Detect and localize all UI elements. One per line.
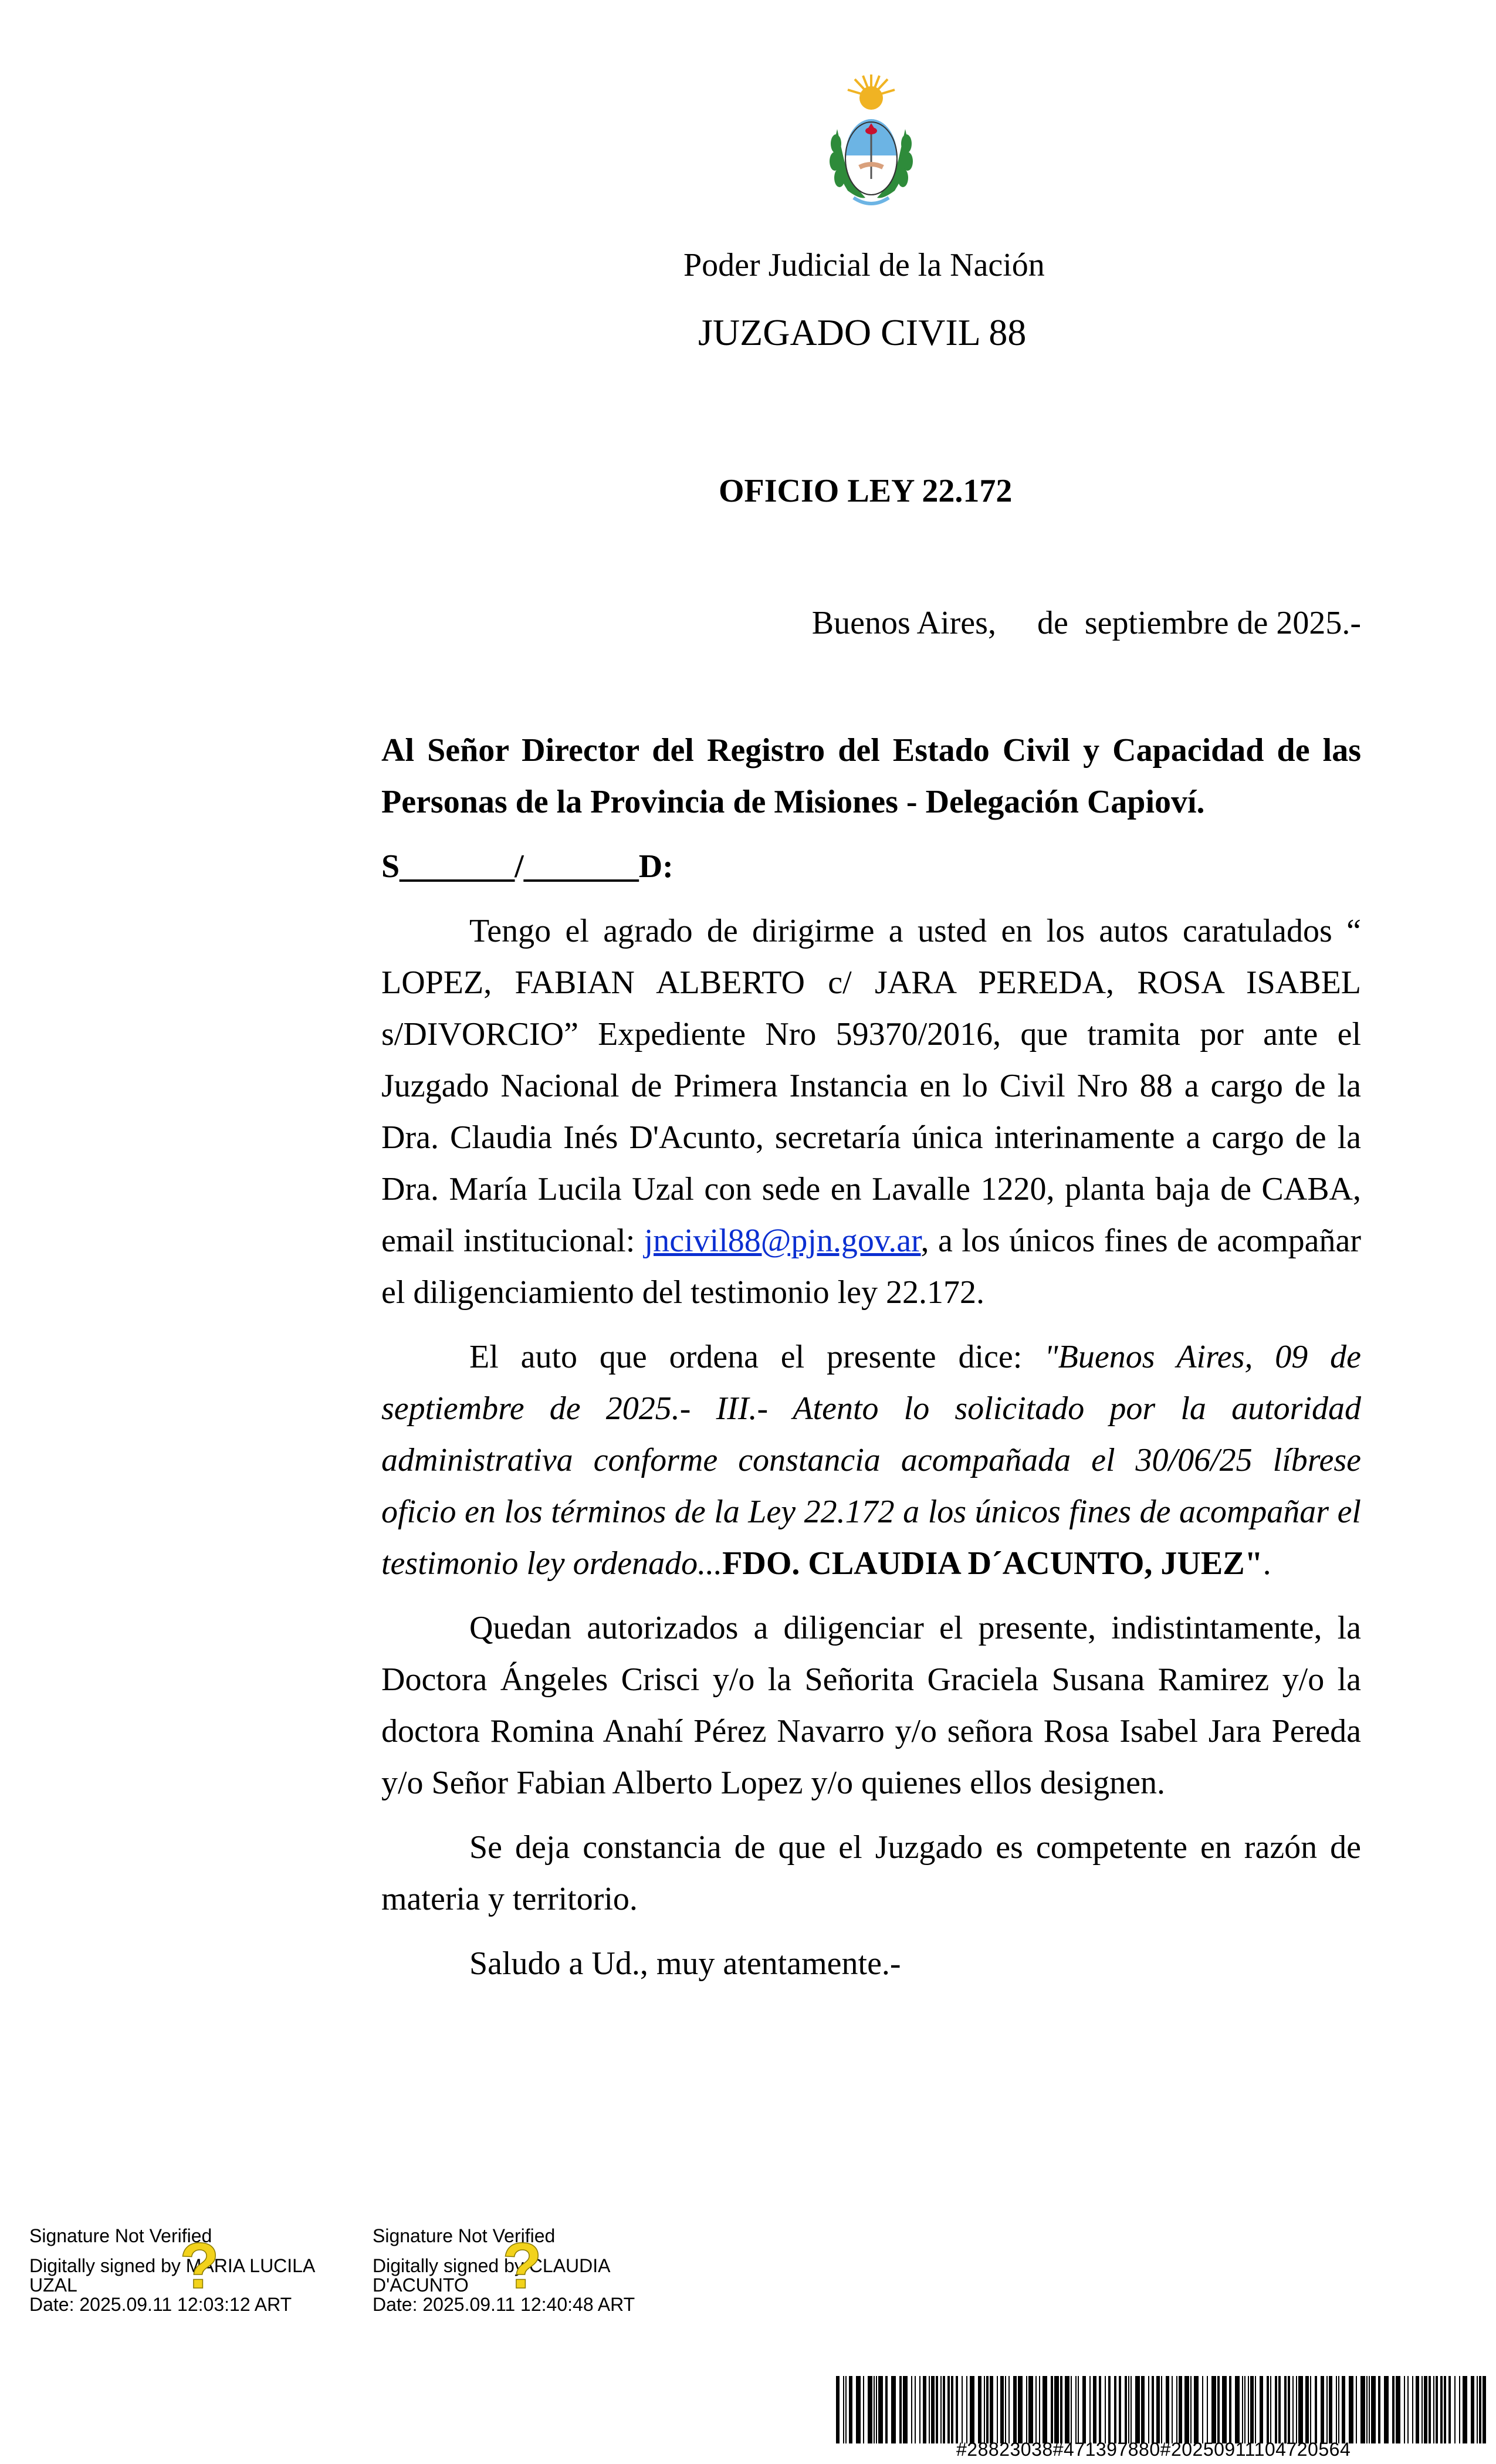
barcode-bar [1371,2376,1376,2443]
barcode-bar [1229,2376,1231,2443]
barcode-bar [899,2376,902,2443]
barcode-bar [849,2376,852,2443]
barcode-bar [1477,2376,1478,2443]
court-name: JUZGADO CIVIL 88 [698,312,1027,353]
order-lead: El auto que ordena el presente dice: [469,1339,1045,1375]
barcode-bar [929,2376,930,2443]
barcode-bar [1424,2376,1427,2443]
barcode-bar [1463,2376,1467,2443]
barcode-bar [1008,2376,1010,2443]
barcode-bar [1071,2376,1072,2443]
barcode-bar [1412,2376,1413,2443]
barcode-bar [1131,2376,1132,2443]
barcode-bar [951,2376,953,2443]
barcode-bar [919,2376,920,2443]
barcode-bar [1078,2376,1079,2443]
barcode-bar [1248,2376,1249,2443]
sun-icon [848,75,895,110]
barcode-bar [1288,2376,1290,2443]
document-title: OFICIO LEY 22.172 [719,473,1013,509]
signer-line-1: Digitally signed by MARIA LUCILA [29,2255,316,2276]
barcode-bar [874,2376,875,2443]
barcode-bar [956,2376,958,2443]
barcode-bar [1152,2376,1154,2443]
barcode-bar [1315,2376,1317,2443]
question-mark-icon [179,2232,220,2297]
barcode-bar [1296,2376,1297,2443]
question-mark-icon [502,2232,543,2297]
barcode-bar [970,2376,974,2443]
barcode-bar [940,2376,942,2443]
paragraph-authorized: Quedan autorizados a diligenciar el presente, indistintamente, la Doctora Ángeles Crisci y/o la Señorita Graciela Susana Ramirez y/o la doctora Romina Anahí Pérez Navarro y/o señora Rosa Isabel Jara Pereda y/o Señor Fabian Alberto Lopez y/o quienes ellos designen. [381,1610,1361,1801]
barcode-bar [1082,2376,1086,2443]
barcode-bar [1326,2376,1328,2443]
barcode-bar [1471,2376,1474,2443]
barcode-bar [1356,2376,1357,2443]
barcode-bar [836,2376,840,2443]
signature-block-1 [29,2226,358,2314]
barcode-bar [1250,2376,1254,2443]
barcode-bar [1255,2376,1256,2443]
institution-name: Poder Judicial de la Nación [683,247,1045,283]
barcode-bar [1176,2376,1177,2443]
letter-body [381,725,1361,2002]
paragraph-intro [381,905,1361,1318]
barcode-bar [1202,2376,1203,2443]
addressee: Al Señor Director del Registro del Estado Civil y Capacidad de las Personas de la Provincia de Misiones - Delegación Capioví. [381,732,1361,820]
salutation: S_______/_______D: [381,848,673,885]
barcode-bar [1270,2376,1271,2443]
barcode-bar [1454,2376,1456,2443]
barcode-bar [1440,2376,1443,2443]
barcode-bar [1342,2376,1345,2443]
barcode-bar [1156,2376,1160,2443]
barcode-number: #28823038#471397880#20250911104720564 [956,2439,1351,2460]
barcode-bar [1135,2376,1140,2443]
barcode-bar [843,2376,844,2443]
barcode-bar [1125,2376,1127,2443]
barcode-bar [1000,2376,1004,2443]
paragraph-competence: Se deja constancia de que el Juzgado es competente en razón de materia y territorio. [381,1829,1361,1917]
signer-line-2: D'ACUNTO [373,2275,469,2296]
barcode [836,2376,1487,2443]
dateline: Buenos Aires, de septiembre de 2025.- [811,605,1361,641]
barcode-bar [1194,2376,1199,2443]
signature-block-2 [373,2226,701,2314]
barcode-bar [876,2376,877,2443]
barcode-bar [868,2376,872,2443]
barcode-bar [1407,2376,1409,2443]
barcode-bar [1028,2376,1033,2443]
barcode-bar [943,2376,945,2443]
barcode-bar [1211,2376,1216,2443]
barcode-bar [1448,2376,1451,2443]
barcode-bar [915,2376,916,2443]
barcode-bar [856,2376,861,2443]
national-coat-of-arms [824,73,918,214]
barcode-bar [1244,2376,1245,2443]
barcode-bar [936,2376,938,2443]
barcode-bar [1436,2376,1438,2443]
barcode-bar [1260,2376,1263,2443]
order-signed: FDO. CLAUDIA D´ACUNTO, JUEZ" [722,1545,1263,1582]
barcode-bar [1278,2376,1281,2443]
barcode-bar [1305,2376,1309,2443]
barcode-bar [1075,2376,1077,2443]
barcode-bar [1190,2376,1192,2443]
barcode-bar [1043,2376,1047,2443]
svg-text:?: ? [180,2232,219,2297]
barcode-bar [1392,2376,1395,2443]
barcode-bar [1093,2376,1096,2443]
barcode-bar [1321,2376,1324,2443]
barcode-bar [984,2376,985,2443]
barcode-bar [1298,2376,1303,2443]
barcode-bar [1275,2376,1277,2443]
barcode-bar [1429,2376,1431,2443]
signature-status: Signature Not Verified [373,2225,556,2246]
barcode-bar [1483,2376,1486,2443]
barcode-bar [1217,2376,1220,2443]
barcode-bar [878,2376,883,2443]
barcode-bar [1310,2376,1311,2443]
barcode-bar [990,2376,993,2443]
barcode-bar [903,2376,908,2443]
barcode-bar [1141,2376,1145,2443]
signature-status: Signature Not Verified [29,2225,212,2246]
barcode-bar [1148,2376,1149,2443]
barcode-bar [1035,2376,1037,2443]
barcode-bar [1404,2376,1405,2443]
barcode-bar [1005,2376,1006,2443]
barcode-bar [1013,2376,1017,2443]
barcode-bar [1433,2376,1434,2443]
order-tail: . [1263,1545,1271,1582]
barcode-bar [1065,2376,1069,2443]
barcode-bar [1207,2376,1208,2443]
barcode-bar [1416,2376,1419,2443]
barcode-bar [845,2376,847,2443]
barcode-bar [1222,2376,1227,2443]
shield-icon [845,119,897,195]
email-link[interactable]: jncivil88@pjn.gov.ar [644,1223,921,1259]
barcode-bar [1172,2376,1173,2443]
barcode-bar [1349,2376,1353,2443]
barcode-bar [1051,2376,1053,2443]
barcode-bar [1184,2376,1189,2443]
barcode-bar [1089,2376,1091,2443]
barcode-bar [1444,2376,1446,2443]
barcode-bar [1039,2376,1040,2443]
paragraph-order [381,1331,1361,1589]
barcode-bar [1366,2376,1368,2443]
barcode-bar [947,2376,950,2443]
barcode-bar [1479,2376,1481,2443]
intro-text: Tengo el agrado de dirigirme a usted en los autos caratulados “ LOPEZ, FABIAN ALBERTO c/ JARA PEREDA, ROSA ISABEL s/DIVORCIO” Expediente Nro 59370/2016, que tramita por ante el Juzgado Nacional de Primera Instancia en lo Civil Nro 88 a cargo de la Dra. Claudia Inés D'Acunto, secretaría única interinamente a cargo de la Dra. María Lucila Uzal con sede en Lavalle 1220, planta baja de CABA, email institucional: [381,913,1361,1259]
barcode-bar [966,2376,967,2443]
barcode-bar [1396,2376,1400,2443]
barcode-bar [1161,2376,1162,2443]
barcode-bar [1119,2376,1121,2443]
barcode-bar [1336,2376,1337,2443]
barcode-bar [1421,2376,1423,2443]
barcode-bar [1384,2376,1389,2443]
barcode-bar [1054,2376,1059,2443]
barcode-bar [885,2376,888,2443]
barcode-bar [863,2376,864,2443]
signature-date: Date: 2025.09.11 12:03:12 ART [29,2294,292,2315]
signature-date: Date: 2025.09.11 12:40:48 ART [373,2294,635,2315]
barcode-bar [1369,2376,1370,2443]
barcode-bar [1179,2376,1182,2443]
barcode-bar [1459,2376,1460,2443]
barcode-bar [911,2376,912,2443]
barcode-bar [1242,2376,1243,2443]
barcode-bar [1018,2376,1023,2443]
barcode-bar [1378,2376,1380,2443]
barcode-bar [1284,2376,1287,2443]
barcode-bar [1105,2376,1106,2443]
barcode-bar [1114,2376,1116,2443]
barcode-bar [1235,2376,1240,2443]
barcode-bar [1060,2376,1062,2443]
barcode-bar [1108,2376,1111,2443]
barcode-bar [978,2376,981,2443]
barcode-bar [1128,2376,1129,2443]
barcode-bar [986,2376,989,2443]
barcode-bar [1338,2376,1339,2443]
barcode-bar [1099,2376,1101,2443]
order-quote: "Buenos Aires, 09 de septiembre de 2025.- III.- Atento lo solicitado por la autoridad administrativa conforme constancia acompañada el 30/06/25 líbrese oficio en los términos de la Ley 22.172 a los únicos fines de acompañar el testimonio ley ordenado... [381,1339,1362,1582]
signer-line-1: Digitally signed by CLAUDIA [373,2255,611,2276]
barcode-bar [891,2376,896,2443]
barcode-bar [931,2376,935,2443]
signer-line-2: UZAL [29,2275,77,2296]
barcode-bar [997,2376,998,2443]
barcode-bar [962,2376,963,2443]
barcode-bar [1026,2376,1027,2443]
barcode-bar [1360,2376,1365,2443]
barcode-bar [1292,2376,1294,2443]
barcode-bar [1329,2376,1332,2443]
intro-text-end: , a los únicos fines de acompañar el diligenciamiento del testimonio ley 22.172. [381,1223,1361,1311]
barcode-bar [1267,2376,1269,2443]
svg-text:?: ? [502,2232,542,2297]
barcode-bar [923,2376,926,2443]
barcode-bar [1166,2376,1169,2443]
closing: Saludo a Ud., muy atentamente.- [469,1945,901,1982]
